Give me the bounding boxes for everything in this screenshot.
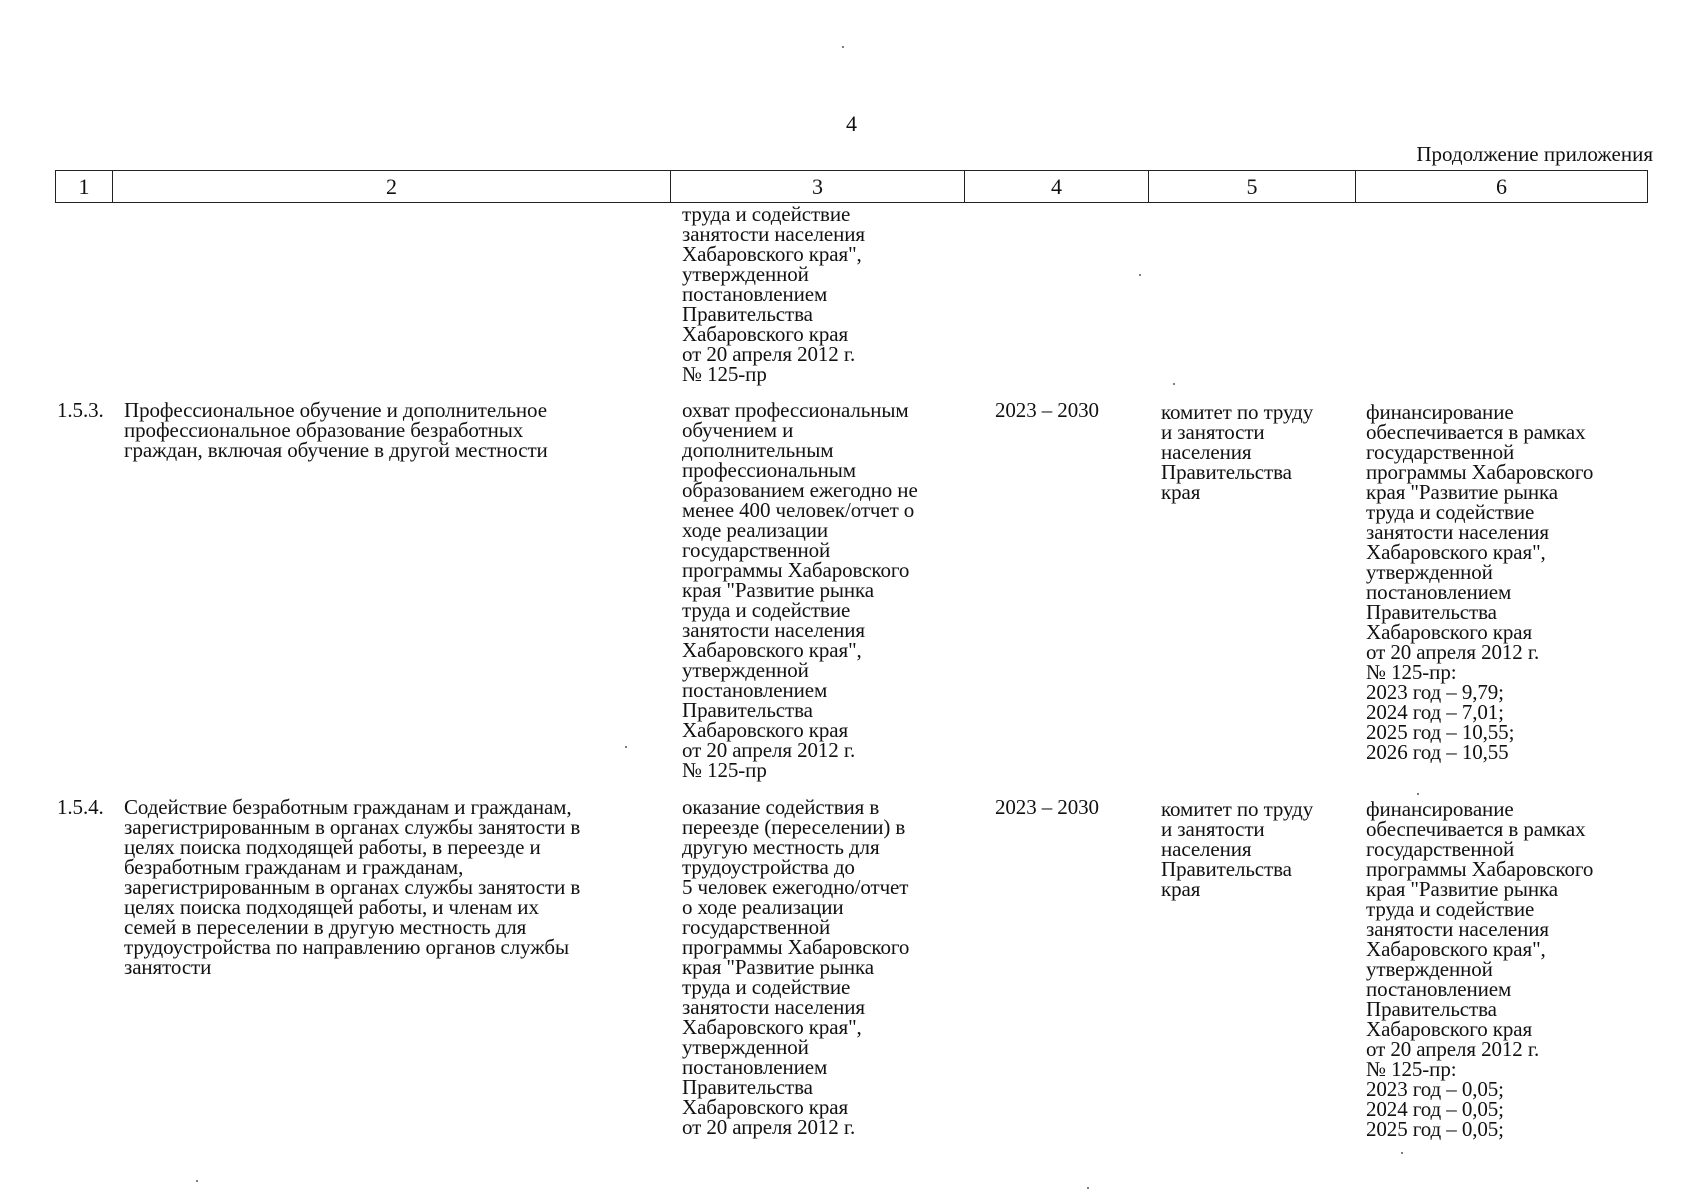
measure-1-5-4: Содействие безработным гражданам и гражданам, зарегистрированным в органах службы занятости в целях поиска подходящей работы, в переезде и безработным гражданам и гражданам, зарегистрированным в органах службы занятости в целях поиска подходящей работы, и членам их семей в переселении в другую местность для трудоустройства по направлению органов службы занятости [124,795,581,979]
scan-speck [625,746,627,748]
scan-speck [842,46,844,48]
column-header-1: 1 [56,171,113,203]
column-header-5: 5 [1149,171,1356,203]
column-header-3: 3 [671,171,965,203]
page-number: 4 [846,111,857,136]
financing-1-5-3: финансирование обеспечивается в рамках государственной программы Хабаровского края "Развитие рынка труда и содействие занятости населения Хабаровского края", утвержденной постановлением Правительства Хабаровского края от 20 апреля 2012 г. № 125-пр: 2023 год – 9,79; 2024 год – 7,01; 2025 год – 10,55; 2026 год – 10,55 [1366,400,1594,764]
financing-1-5-4: финансирование обеспечивается в рамках государственной программы Хабаровского края "Развитие рынка труда и содействие занятости населения Хабаровского края", утвержденной постановлением Правительства Хабаровского края от 20 апреля 2012 г. № 125-пр: 2023 год – 0,05; 2024 год – 0,05; 2025 год – 0,05; [1366,797,1594,1141]
executor-1-5-4: комитет по труду и занятости населения Правительства края [1161,797,1314,901]
scan-speck [1417,793,1419,795]
result-1-5-3: охват профессиональным обучением и дополнительным профессиональным образованием ежегодно не менее 400 человек/отчет о ходе реализации государственной программы Хабаровского края "Развитие рынка труда и содействие занятости населения Хабаровского края", утвержденной постановлением Правительства Хабаровского края от 20 апреля 2012 г. № 125-пр [682,398,918,782]
measure-1-5-3: Профессиональное обучение и дополнительное профессиональное образование безработных граждан, включая обучение в другой местности [124,398,548,462]
scan-speck [1173,383,1175,385]
result-1-5-4: оказание содействия в переезде (переселении) в другую местность для трудоустройства до 5 человек ежегодно/отчет о ходе реализации государственной программы Хабаровского края "Развитие рынка труда и содействие занятости населения Хабаровского края", утвержденной постановлением Правительства Хабаровского края от 20 апреля 2012 г. [682,795,910,1139]
column-header-4: 4 [965,171,1149,203]
executor-1-5-3: комитет по труду и занятости населения Правительства края [1161,400,1314,504]
column-header-6: 6 [1356,171,1648,203]
row-number-1-5-4: 1.5.4. [57,795,104,819]
column-header-2: 2 [113,171,671,203]
column-header-row [56,171,1648,203]
period-1-5-3: 2023 – 2030 [995,398,1099,422]
scan-speck [1401,1152,1403,1154]
row-number-1-5-3: 1.5.3. [57,398,104,422]
scan-speck [1087,1187,1089,1189]
column-header-table [55,170,1648,203]
scan-speck [196,1180,198,1182]
scan-speck [1139,274,1141,276]
period-1-5-4: 2023 – 2030 [995,795,1099,819]
continuation-note: Продолжение приложения [1416,142,1653,166]
table-row-continued-result: труда и содействие занятости населения Хабаровского края", утвержденной постановлением Правительства Хабаровского края от 20 апреля 2012 г. № 125-пр [682,202,865,386]
